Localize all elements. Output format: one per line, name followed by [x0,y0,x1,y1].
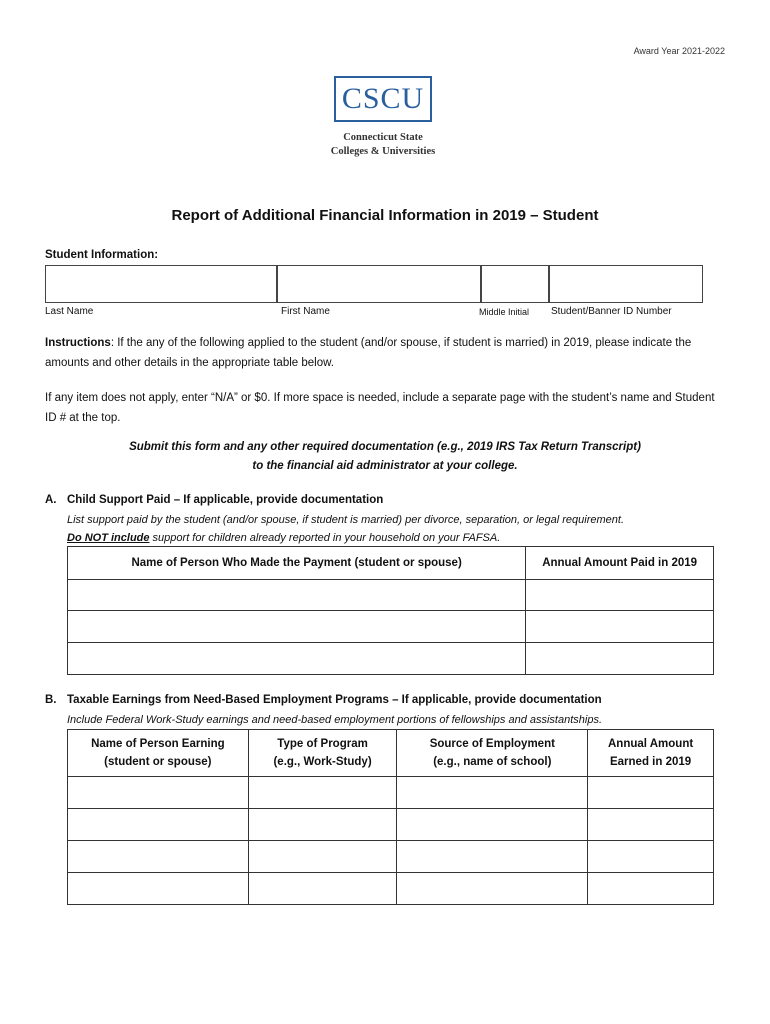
last-name-field[interactable] [45,265,277,303]
student-id-field[interactable] [549,265,703,303]
logo-subtitle [320,131,446,159]
na-instructions: If any item does not apply, enter “N/A” or $0. If more space is needed, include a separate page with the student’s name and Student ID # at the top. [45,392,715,424]
column-header-line: (e.g., Work-Study) [273,756,372,768]
column-header-line: Source of Employment [429,738,555,750]
table-row [68,873,714,905]
table-row [68,809,714,841]
instructions-text: : If the any of the following applied to the student (and/or spouse, if student is married) in 2019, please indicate the amounts and other details in the appropriate table below. [45,337,692,369]
section-b-heading: Taxable Earnings from Need-Based Employment Programs – If applicable, provide documentation [67,694,602,706]
section-a-note-line1: List support paid by the student (and/or spouse, if student is married) per divorce, separation, or legal requirement. [67,514,625,526]
last-name-label: Last Name [45,306,94,317]
table-cell-input[interactable] [68,580,526,611]
column-header-line: Name of Person Earning [91,738,225,750]
table-header-row [68,547,714,580]
table-cell-input[interactable] [526,611,714,643]
table-cell-input[interactable] [588,809,714,841]
table-cell-input[interactable] [248,809,397,841]
table-cell-input[interactable] [248,873,397,905]
column-header-line: (e.g., name of school) [433,756,552,768]
submit-note-line2: to the financial aid administrator at your college. [252,460,518,472]
section-a-note-rest: support for children already reported in your household on your FAFSA. [149,532,501,544]
section-b-note: Include Federal Work-Study earnings and need-based employment portions of fellowships and assistantships. [67,714,603,726]
logo-text: CSCU [341,82,425,115]
student-id-label: Student/Banner ID Number [551,306,672,317]
column-header-line: (student or spouse) [104,756,212,768]
table-cell-input[interactable] [397,809,588,841]
section-b-letter: B. [45,694,57,706]
table-header-row [68,730,714,777]
logo-subtitle-line2: Colleges & Universities [330,146,436,157]
column-header-person [68,730,249,777]
column-header-line: Annual Amount [608,738,694,750]
child-support-table [67,546,714,675]
table-cell-input[interactable] [526,580,714,611]
column-header-line: Earned in 2019 [609,756,692,768]
table-cell-input[interactable] [68,643,526,675]
table-row [68,580,714,611]
table-cell-input[interactable] [68,611,526,643]
table-cell-input[interactable] [397,777,588,809]
submit-note-line1: Submit this form and any other required documentation (e.g., 2019 IRS Tax Return Transcript) [129,441,641,453]
section-a-note [67,511,727,547]
table-row [68,777,714,809]
first-name-field[interactable] [277,265,481,303]
submit-note [0,438,770,476]
instructions-label: Instructions [45,337,111,349]
instructions-paragraph [45,333,725,373]
column-header-name: Name of Person Who Made the Payment (student or spouse) [68,547,526,580]
table-cell-input[interactable] [588,777,714,809]
student-info-heading: Student Information: [45,249,159,261]
column-header-line: Type of Program [277,738,368,750]
column-header-amount: Annual Amount Paid in 2019 [526,547,714,580]
table-cell-input[interactable] [248,777,397,809]
column-header-amount [588,730,714,777]
first-name-label: First Name [281,306,330,317]
table-row [68,611,714,643]
table-cell-input[interactable] [588,873,714,905]
table-cell-input[interactable] [68,841,249,873]
section-a-note-bold: Do NOT include [67,532,150,544]
table-cell-input[interactable] [68,809,249,841]
table-cell-input[interactable] [248,841,397,873]
middle-initial-field[interactable] [481,265,549,303]
section-a-note-line2 [67,529,727,547]
table-row [68,841,714,873]
cscu-logo [334,76,432,122]
table-cell-input[interactable] [588,841,714,873]
section-a-letter: A. [45,494,57,506]
section-a-heading: Child Support Paid – If applicable, provide documentation [67,494,384,506]
column-header-program [248,730,397,777]
page-title: Report of Additional Financial Information in 2019 – Student [171,207,599,224]
table-row [68,643,714,675]
table-cell-input[interactable] [397,873,588,905]
logo-subtitle-line1: Connecticut State [343,132,423,143]
column-header-source [397,730,588,777]
table-cell-input[interactable] [526,643,714,675]
table-cell-input[interactable] [68,873,249,905]
middle-initial-label: Middle Initial [479,307,530,317]
table-cell-input[interactable] [68,777,249,809]
earnings-table [67,729,714,905]
award-year: Award Year 2021-2022 [633,46,725,56]
table-cell-input[interactable] [397,841,588,873]
